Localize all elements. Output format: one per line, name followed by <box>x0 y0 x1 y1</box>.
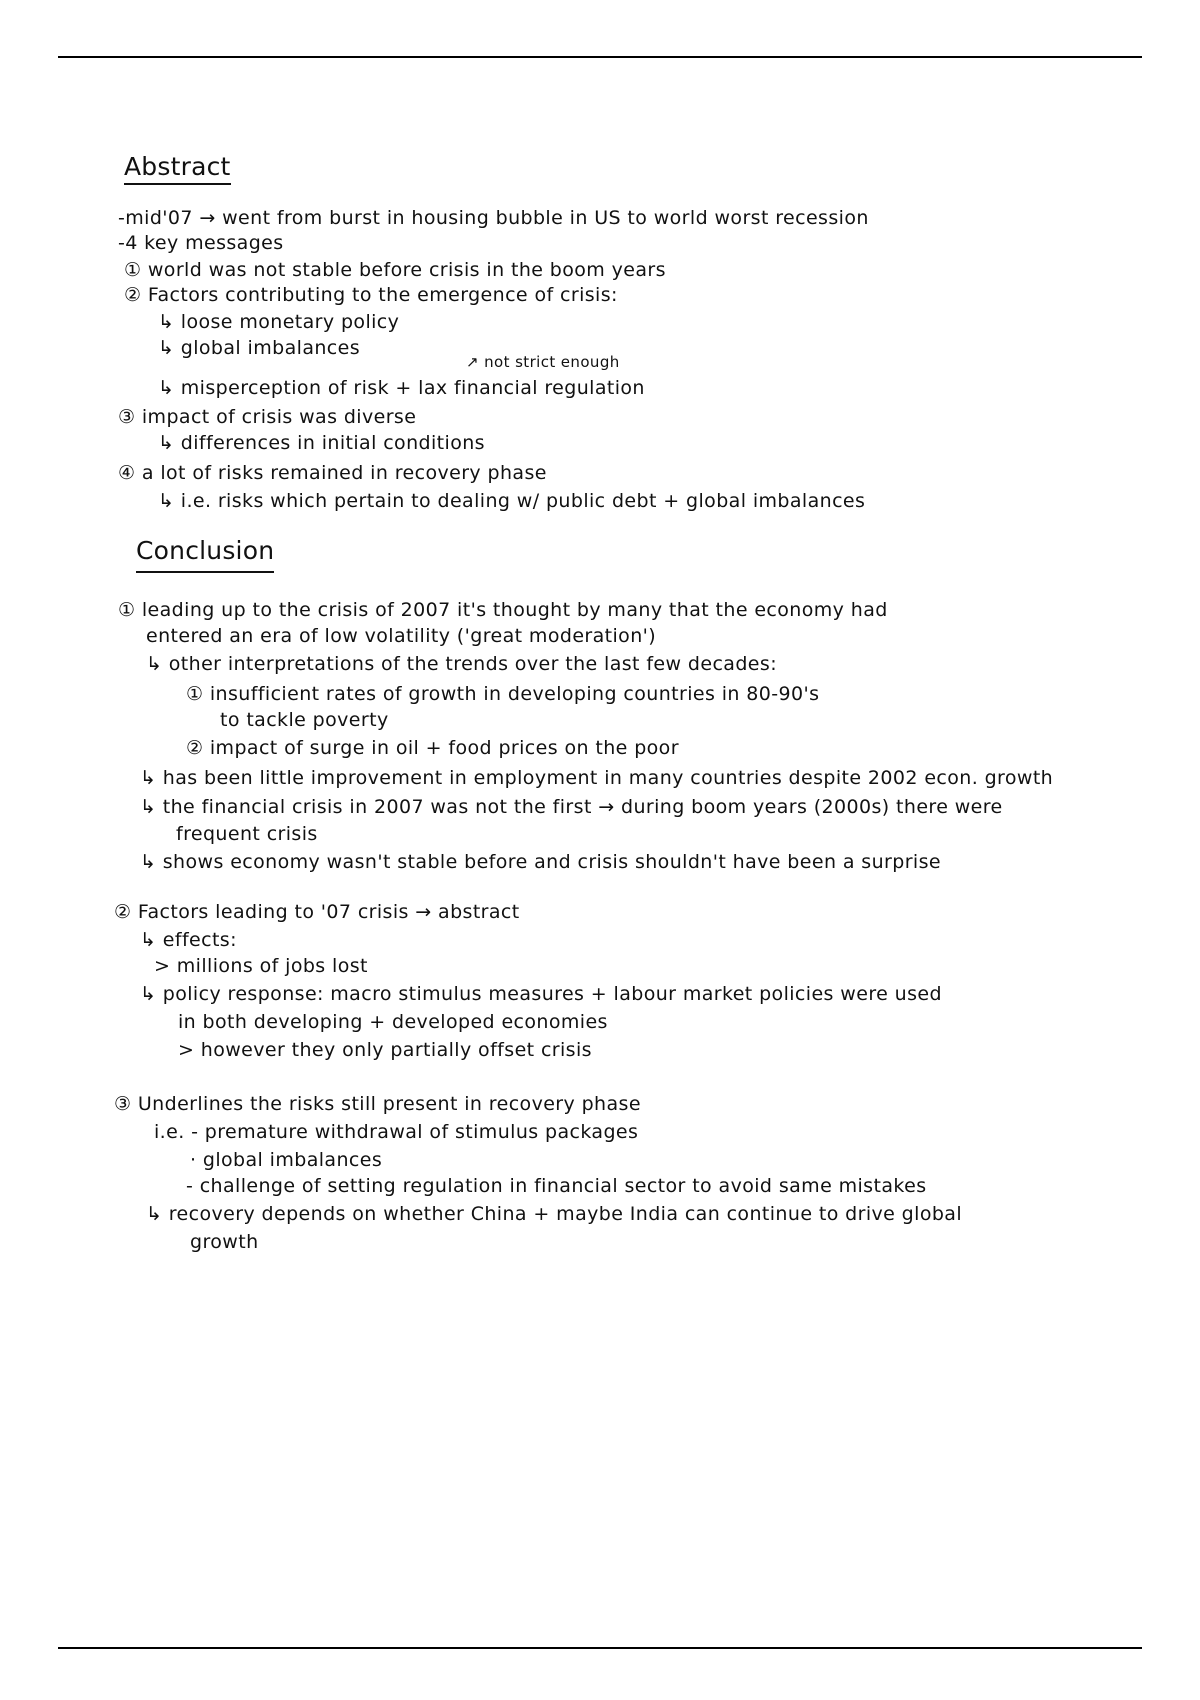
conclusion-line: · global imbalances <box>190 1149 383 1171</box>
conclusion-line: ↳ effects: <box>140 929 237 951</box>
conclusion-line: in both developing + developed economies <box>178 1011 608 1033</box>
abstract-line: ① world was not stable before crisis in the boom years <box>124 259 666 281</box>
abstract-line: ③ impact of crisis was diverse <box>118 406 417 428</box>
abstract-annotation: ↗ not strict enough <box>466 353 620 371</box>
abstract-line: ↳ differences in initial conditions <box>158 432 485 454</box>
abstract-line: -mid'07 → went from burst in housing bubble in US to world worst recession <box>118 207 869 229</box>
conclusion-line: to tackle poverty <box>220 709 389 731</box>
abstract-line: -4 key messages <box>118 232 284 254</box>
conclusion-line: ↳ has been little improvement in employment in many countries despite 2002 econ. growth <box>140 767 1054 789</box>
conclusion-line: > however they only partially offset crisis <box>178 1039 592 1061</box>
abstract-line: ④ a lot of risks remained in recovery phase <box>118 462 547 484</box>
conclusion-line: i.e. - premature withdrawal of stimulus packages <box>154 1121 639 1143</box>
abstract-line: ↳ i.e. risks which pertain to dealing w/ public debt + global imbalances <box>158 490 866 512</box>
abstract-line: ↳ global imbalances <box>158 337 361 359</box>
conclusion-line: ↳ policy response: macro stimulus measures + labour market policies were used <box>140 983 942 1005</box>
conclusion-line: ↳ recovery depends on whether China + maybe India can continue to drive global <box>146 1203 963 1225</box>
bottom-rule <box>58 1647 1142 1649</box>
conclusion-line: entered an era of low volatility ('great moderation') <box>146 625 657 647</box>
conclusion-line: ① leading up to the crisis of 2007 it's thought by many that the economy had <box>118 599 888 621</box>
abstract-line: ↳ loose monetary policy <box>158 311 400 333</box>
conclusion-line: ↳ shows economy wasn't stable before and crisis shouldn't have been a surprise <box>140 851 941 873</box>
conclusion-line: ↳ the financial crisis in 2007 was not the first → during boom years (2000s) there were <box>140 796 1003 818</box>
abstract-line: ② Factors contributing to the emergence of crisis: <box>124 284 618 306</box>
conclusion-line: - challenge of setting regulation in financial sector to avoid same mistakes <box>186 1175 927 1197</box>
conclusion-line: ③ Underlines the risks still present in recovery phase <box>114 1093 641 1115</box>
abstract-heading: Abstract <box>124 152 231 185</box>
conclusion-line: ② impact of surge in oil + food prices on the poor <box>186 737 679 759</box>
conclusion-line: > millions of jobs lost <box>154 955 368 977</box>
conclusion-line: ② Factors leading to '07 crisis → abstract <box>114 901 520 923</box>
abstract-line: ↳ misperception of risk + lax financial regulation <box>158 377 645 399</box>
conclusion-line: growth <box>190 1231 259 1253</box>
conclusion-line: ① insufficient rates of growth in developing countries in 80-90's <box>186 683 820 705</box>
conclusion-heading: Conclusion <box>136 536 274 573</box>
conclusion-line: ↳ other interpretations of the trends over the last few decades: <box>146 653 777 675</box>
conclusion-line: frequent crisis <box>176 823 318 845</box>
